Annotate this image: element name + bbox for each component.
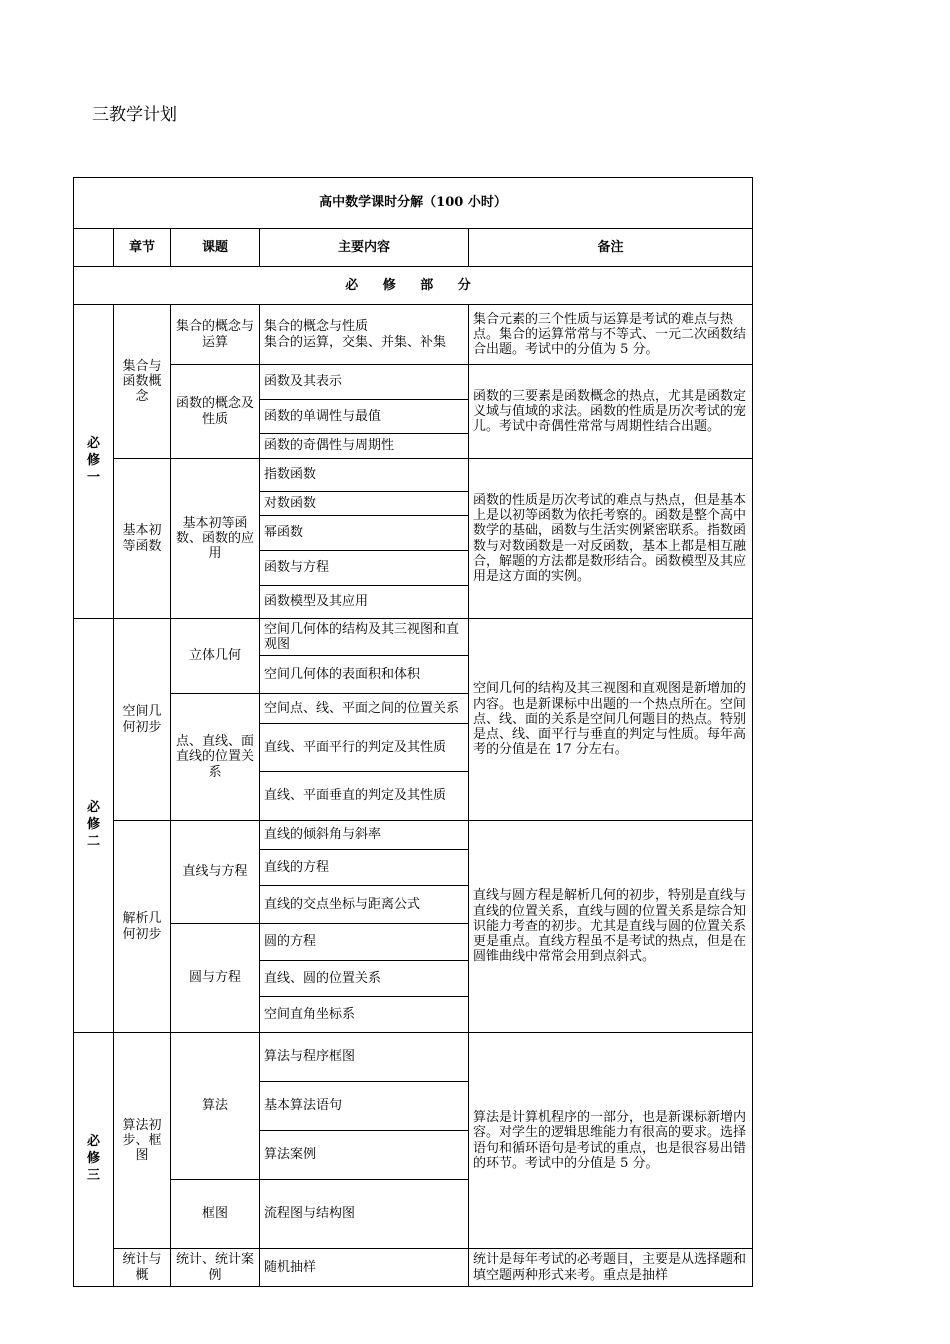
content-cell: 基本算法语句 [260,1082,469,1131]
content-cell: 算法案例 [260,1131,469,1180]
chapter-cell: 基本初等函数 [114,459,171,619]
note-cell: 统计是每年考试的必考题目，主要是从选择题和填空题两种形式来考。重点是抽样 [469,1249,753,1287]
content-cell: 空间几何体的表面积和体积 [260,656,469,694]
lesson-cell: 直线与方程 [171,821,260,924]
chapter-cell: 统计与概 [114,1249,171,1287]
module-cell [74,1033,114,1287]
header-note: 备注 [469,229,753,267]
content-cell: 空间直角坐标系 [260,997,469,1033]
header-chapter: 章节 [114,229,171,267]
module-label: 必修二 [87,800,101,849]
header-lesson: 课题 [171,229,260,267]
chapter-cell: 集合与函数概念 [114,305,171,459]
module-label: 必修三 [87,1134,101,1183]
content-cell: 函数与方程 [260,551,469,586]
content-cell: 函数的单调性与最值 [260,400,469,434]
module-cell [74,305,114,619]
lesson-cell: 圆与方程 [171,924,260,1033]
content-cell: 流程图与结构图 [260,1180,469,1249]
note-cell: 函数的性质是历次考试的难点与热点，但是基本上是以初等函数为依托考察的。函数是整个高中数学的基础，函数与生活实例紧密联系。指数函数与对数函数是一对反函数，基本上都是相互融合，解题的方法都是数形结合。函数模型及其应用是这方面的实例。 [469,459,753,619]
module-cell [74,619,114,1033]
note-cell: 集合元素的三个性质与运算是考试的难点与热点。集合的运算常常与不等式、一元二次函数结合出题。考试中的分值为 5 分。 [469,305,753,365]
note-cell: 函数的三要素是函数概念的热点，尤其是函数定义域与值域的求法。函数的性质是历次考试的宠儿。考试中奇偶性常常与周期性结合出题。 [469,365,753,459]
header-blank [74,229,114,267]
content-cell: 幂函数 [260,516,469,551]
module-label: 必修一 [87,436,101,485]
chapter-cell: 解析几何初步 [114,821,171,1033]
content-cell: 直线的交点坐标与距离公式 [260,886,469,924]
content-cell: 函数模型及其应用 [260,586,469,619]
note-cell: 空间几何的结构及其三视图和直观图是新增加的内容。也是新课标中出题的一个热点所在。空间点、线、面的关系是空间几何题目的热点。特别是点、线、面平行与垂直的判定与性质。每年高考的分值是在 17 分左右。 [469,619,753,821]
lesson-cell: 算法 [171,1033,260,1180]
content-cell: 空间几何体的结构及其三视图和直观图 [260,619,469,656]
content-cell: 圆的方程 [260,924,469,961]
note-cell: 直线与圆方程是解析几何的初步，特别是直线与直线的位置关系，直线与圆的位置关系是综合知识能力考查的初步。尤其是直线与圆的位置关系更是重点。直线方程虽不是考试的热点，但是在圆锥曲线中常常会用到点斜式。 [469,821,753,1033]
content-cell: 直线的倾斜角与斜率 [260,821,469,850]
content-cell: 算法与程序框图 [260,1033,469,1082]
lesson-cell: 统计、统计案例 [171,1249,260,1287]
content-cell: 对数函数 [260,492,469,516]
content-cell: 函数的奇偶性与周期性 [260,434,469,459]
content-cell: 函数及其表示 [260,365,469,400]
content-cell: 随机抽样 [260,1249,469,1287]
content-cell: 直线、平面平行的判定及其性质 [260,724,469,772]
course-hour-table [73,177,753,1287]
content-cell: 直线、平面垂直的判定及其性质 [260,772,469,821]
content-cell: 直线的方程 [260,850,469,886]
lesson-cell: 框图 [171,1180,260,1249]
lesson-cell: 集合的概念与运算 [171,305,260,365]
header-content: 主要内容 [260,229,469,267]
lesson-cell: 立体几何 [171,619,260,694]
lesson-cell: 点、直线、面直线的位置关系 [171,694,260,821]
content-cell: 直线、圆的位置关系 [260,961,469,997]
chapter-cell: 算法初步、框图 [114,1033,171,1249]
content-cell: 指数函数 [260,459,469,492]
lesson-cell: 函数的概念及性质 [171,365,260,459]
content-cell: 空间点、线、平面之间的位置关系 [260,694,469,724]
lesson-cell: 基本初等函数、函数的应用 [171,459,260,619]
content-cell: 集合的概念与性质 集合的运算，交集、并集、补集 [260,305,469,365]
chapter-cell: 空间几何初步 [114,619,171,821]
table-title: 高中数学课时分解（100 小时） [74,178,753,229]
section-row: 必 修 部 分 [74,267,753,305]
section-heading: 三教学计划 [92,105,177,125]
note-cell: 算法是计算机程序的一部分，也是新课标新增内容。对学生的逻辑思维能力有很高的要求。选择语句和循环语句是考试的重点，也是很容易出错的环节。考试中的分值是 5 分。 [469,1033,753,1249]
